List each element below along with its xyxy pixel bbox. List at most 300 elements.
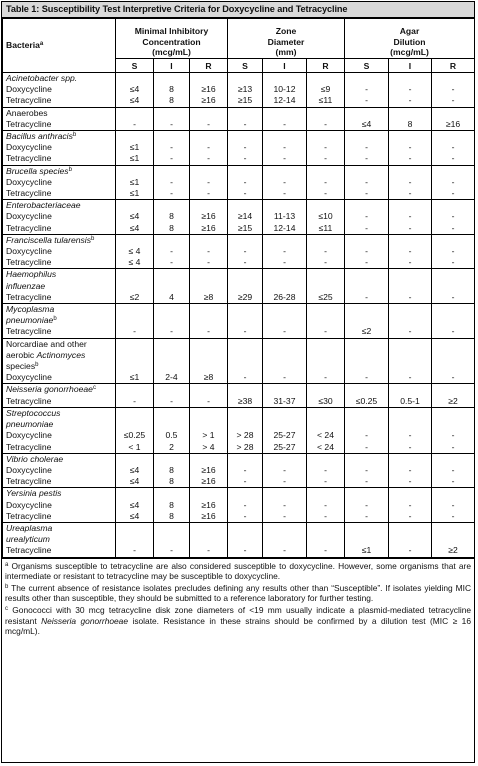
value-cell — [345, 488, 389, 523]
organism-name-line — [6, 269, 115, 280]
criteria-value: ≤9 — [320, 84, 331, 95]
bacteria-cell — [3, 73, 116, 108]
value-cell — [307, 107, 345, 130]
value-cell — [389, 200, 432, 235]
criteria-value: - — [451, 510, 455, 521]
drug-name: Tetracycline — [6, 95, 52, 106]
criteria-value: - — [451, 257, 455, 268]
drug-name: Tetracycline — [6, 291, 52, 302]
drug-name: Doxycycline — [6, 84, 52, 95]
drug-name: Tetracycline — [6, 153, 52, 164]
value-cell — [190, 304, 228, 339]
value-cell — [116, 73, 154, 108]
criteria-value: - — [451, 176, 455, 187]
organism-name-line — [6, 384, 115, 395]
criteria-value: - — [408, 430, 412, 441]
value-cell — [345, 165, 389, 200]
criteria-value: ≥38 — [237, 395, 253, 406]
criteria-value: - — [408, 441, 412, 452]
table-row — [3, 304, 475, 339]
drug-name: Tetracycline — [6, 222, 52, 233]
criteria-value: - — [324, 118, 327, 129]
organism-name-line — [6, 523, 115, 534]
criteria-value: - — [451, 211, 455, 222]
criteria-value: ≥16 — [201, 211, 216, 222]
organism-name-text: Bacillus anthracis — [6, 131, 73, 142]
organism-name-line — [6, 131, 115, 142]
criteria-value: ≤0.25 — [355, 395, 378, 406]
criteria-value: 31-37 — [273, 395, 296, 406]
value-cell — [263, 488, 307, 523]
criteria-value: ≤25 — [318, 291, 333, 302]
value-cell — [263, 453, 307, 488]
criteria-value: - — [283, 326, 286, 337]
value-cell — [190, 488, 228, 523]
organism-name-text: pneumoniae — [6, 419, 54, 430]
criteria-value: - — [365, 441, 368, 452]
criteria-value: - — [451, 188, 455, 199]
organism-name-text: Acinetobacter spp. — [6, 73, 78, 83]
value-cell — [432, 131, 475, 166]
criteria-value: 8 — [169, 222, 174, 233]
agar-header-line-2: Dilution — [393, 36, 426, 47]
organism-name-line — [6, 361, 115, 372]
value-cell — [389, 304, 432, 339]
value-cell — [190, 269, 228, 304]
criteria-value: - — [451, 326, 455, 337]
value-cell — [307, 407, 345, 453]
criteria-value: < 24 — [317, 441, 334, 452]
value-cell — [432, 453, 475, 488]
bacteria-cell — [3, 107, 116, 130]
criteria-value: - — [324, 257, 327, 268]
criteria-value: ≥16 — [201, 464, 216, 475]
criteria-value: - — [283, 188, 286, 199]
value-cell — [228, 338, 263, 384]
criteria-value: - — [408, 545, 412, 556]
criteria-value: - — [207, 545, 210, 556]
organism-name-line — [6, 419, 115, 430]
value-cell — [432, 522, 475, 557]
susceptibility-table — [2, 18, 475, 558]
value-cell — [263, 384, 307, 407]
value-cell — [263, 73, 307, 108]
organism-name-text: urealyticum — [6, 534, 50, 545]
criteria-value: ≥16 — [445, 118, 461, 129]
value-cell — [228, 73, 263, 108]
value-cell — [154, 269, 190, 304]
value-cell — [432, 338, 475, 384]
value-cell — [307, 304, 345, 339]
value-cell — [432, 488, 475, 523]
criteria-value: ≤1 — [129, 188, 140, 199]
drug-name: Doxycycline — [6, 372, 52, 383]
criteria-value: - — [408, 142, 412, 153]
value-cell — [389, 107, 432, 130]
organism-name-italic: Actinomyces — [36, 349, 86, 360]
criteria-value: - — [408, 510, 412, 521]
value-cell — [263, 234, 307, 269]
criteria-value: - — [324, 510, 327, 521]
criteria-value: ≤4 — [129, 211, 140, 222]
value-cell — [116, 269, 154, 304]
value-cell — [116, 453, 154, 488]
criteria-value: > 28 — [236, 430, 254, 441]
criteria-value: - — [133, 118, 136, 129]
table-row — [3, 522, 475, 557]
criteria-value: - — [243, 118, 247, 129]
criteria-value: - — [283, 545, 286, 556]
organism-name-text: Anaerobes — [6, 107, 48, 118]
value-cell — [154, 407, 190, 453]
value-cell — [154, 488, 190, 523]
value-cell — [307, 384, 345, 407]
value-cell — [154, 107, 190, 130]
criteria-value: - — [207, 246, 210, 257]
value-cell — [307, 73, 345, 108]
criteria-value: - — [170, 246, 173, 257]
criteria-value: - — [207, 176, 210, 187]
value-cell — [432, 234, 475, 269]
organism-name-line — [6, 73, 115, 84]
criteria-value: - — [365, 188, 368, 199]
value-cell — [389, 269, 432, 304]
criteria-value: ≥2 — [448, 545, 458, 556]
value-cell — [432, 407, 475, 453]
value-cell — [432, 384, 475, 407]
criteria-value: - — [365, 291, 368, 302]
value-cell — [345, 407, 389, 453]
value-cell — [154, 200, 190, 235]
drug-name: Doxycycline — [6, 499, 52, 510]
value-cell — [389, 131, 432, 166]
criteria-value: 12-14 — [273, 222, 296, 233]
organism-name-text: Streptococcus — [6, 407, 61, 418]
criteria-value: - — [283, 142, 286, 153]
criteria-value: - — [283, 464, 286, 475]
criteria-value: ≤4 — [129, 84, 140, 95]
footnote-c-text: Gonococci with 30 mcg tetracycline disk zone diameters of <19 mm usually indicate a plasmid-mediated tetracycline resistant — [5, 604, 472, 626]
criteria-value: - — [408, 246, 412, 257]
criteria-value: - — [365, 95, 368, 106]
criteria-value: - — [451, 142, 455, 153]
criteria-value: - — [324, 246, 327, 257]
criteria-value: - — [243, 326, 247, 337]
criteria-value: - — [408, 211, 412, 222]
table-row — [3, 131, 475, 166]
mic-header-line-1: Minimal Inhibitory — [134, 26, 209, 37]
criteria-value: 10-12 — [273, 84, 296, 95]
criteria-value: ≥8 — [203, 291, 214, 302]
value-cell — [190, 453, 228, 488]
organism-name-text: pneumoniae — [6, 315, 54, 326]
criteria-value: - — [451, 372, 455, 383]
criteria-value: - — [408, 188, 412, 199]
zone-header-line-1: Zone — [275, 26, 297, 37]
criteria-value: - — [365, 153, 368, 164]
value-cell — [263, 200, 307, 235]
value-cell — [307, 131, 345, 166]
criteria-value: - — [408, 326, 412, 337]
drug-name: Tetracycline — [6, 545, 52, 556]
value-cell — [307, 488, 345, 523]
criteria-value: - — [451, 222, 455, 233]
value-cell — [228, 488, 263, 523]
document-frame — [1, 1, 475, 763]
bacteria-cell — [3, 384, 116, 407]
bacteria-cell — [3, 165, 116, 200]
value-cell — [389, 488, 432, 523]
sub-header-r: R — [432, 59, 475, 73]
table-title: Table 1: Susceptibility Test Interpretive Criteria for Doxycycline and Tetracycline — [2, 2, 474, 18]
value-cell — [228, 234, 263, 269]
criteria-value: - — [451, 476, 455, 487]
criteria-value: ≤1 — [129, 176, 140, 187]
criteria-value: - — [283, 510, 286, 521]
organism-name-line — [6, 339, 115, 350]
criteria-value: - — [207, 188, 210, 199]
criteria-value: 26-28 — [273, 291, 296, 302]
value-cell — [389, 234, 432, 269]
criteria-value: - — [207, 118, 210, 129]
criteria-value: ≤1 — [361, 545, 372, 556]
organism-name-line — [6, 166, 115, 177]
criteria-value: - — [451, 430, 455, 441]
bacteria-column-header — [3, 19, 116, 73]
criteria-value: - — [170, 118, 173, 129]
value-cell — [228, 200, 263, 235]
value-cell — [154, 73, 190, 108]
bacteria-cell — [3, 522, 116, 557]
drug-name: Tetracycline — [6, 326, 52, 337]
drug-name: Doxycycline — [6, 176, 52, 187]
organism-name-text: Haemophilus — [6, 269, 57, 280]
criteria-value: 8 — [407, 118, 413, 129]
value-cell — [432, 73, 475, 108]
criteria-value: ≤ 4 — [128, 246, 141, 257]
criteria-value: ≥13 — [237, 84, 253, 95]
criteria-value: - — [243, 153, 247, 164]
criteria-value: - — [324, 499, 327, 510]
value-cell — [389, 384, 432, 407]
value-cell — [307, 453, 345, 488]
value-cell — [345, 269, 389, 304]
sub-header-r: R — [307, 59, 345, 73]
criteria-value: ≤4 — [129, 464, 140, 475]
criteria-value: > 4 — [202, 441, 215, 452]
bacteria-cell — [3, 453, 116, 488]
criteria-value: - — [451, 441, 455, 452]
criteria-value: - — [133, 395, 136, 406]
table-row — [3, 269, 475, 304]
criteria-value: - — [283, 153, 286, 164]
sub-header-s: S — [116, 59, 154, 73]
criteria-value: 4 — [169, 291, 174, 302]
footnote-a — [5, 561, 471, 582]
criteria-value: - — [365, 510, 368, 521]
criteria-value: ≤10 — [318, 211, 333, 222]
drug-name: Doxycycline — [6, 211, 52, 222]
footnote-a-text: Organisms susceptible to tetracycline are also considered susceptible to doxycycline. However, some organisms that are intermediate or resistant to tetracycline may be susceptible to doxycycline. — [5, 560, 472, 582]
criteria-value: - — [170, 326, 173, 337]
value-cell — [345, 73, 389, 108]
organism-name-line — [6, 350, 115, 361]
criteria-value: - — [243, 499, 247, 510]
criteria-value: - — [170, 257, 173, 268]
criteria-value: 8 — [169, 499, 174, 510]
criteria-value: - — [170, 142, 173, 153]
footnote-b — [5, 583, 471, 604]
criteria-value: - — [408, 464, 412, 475]
value-cell — [345, 234, 389, 269]
value-cell — [389, 338, 432, 384]
criteria-value: ≤4 — [129, 222, 140, 233]
criteria-value: - — [324, 176, 327, 187]
organism-name-text: Brucella species — [6, 165, 69, 176]
value-cell — [228, 165, 263, 200]
footnote-marker: b — [53, 316, 57, 323]
organism-name-line — [6, 281, 115, 292]
criteria-value: - — [408, 222, 412, 233]
table-row — [3, 338, 475, 384]
criteria-value: - — [324, 142, 327, 153]
criteria-value: > 28 — [236, 441, 254, 452]
table-row — [3, 234, 475, 269]
criteria-value: - — [243, 510, 247, 521]
value-cell — [228, 522, 263, 557]
criteria-value: - — [324, 188, 327, 199]
value-cell — [190, 73, 228, 108]
value-cell — [190, 234, 228, 269]
drug-name: Doxycycline — [6, 464, 52, 475]
value-cell — [263, 304, 307, 339]
criteria-value: 25-27 — [273, 441, 296, 452]
value-cell — [345, 384, 389, 407]
value-cell — [116, 234, 154, 269]
criteria-value: 0.5 — [165, 430, 178, 441]
value-cell — [263, 107, 307, 130]
criteria-value: - — [283, 118, 286, 129]
footnote-marker: b — [91, 235, 95, 242]
criteria-value: - — [283, 246, 286, 257]
value-cell — [389, 407, 432, 453]
value-cell — [345, 131, 389, 166]
organism-name-text: Norcardiae and other — [6, 338, 87, 349]
value-cell — [228, 107, 263, 130]
value-cell — [154, 165, 190, 200]
criteria-value: ≥2 — [448, 395, 458, 406]
criteria-value: - — [207, 395, 210, 406]
zone-group-header — [228, 19, 345, 59]
organism-name-line — [6, 108, 115, 119]
value-cell — [307, 234, 345, 269]
value-cell — [116, 131, 154, 166]
mic-header-line-3: (mcg/mL) — [152, 47, 191, 58]
value-cell — [228, 384, 263, 407]
criteria-value: - — [324, 326, 327, 337]
criteria-value: - — [365, 476, 368, 487]
value-cell — [345, 522, 389, 557]
footnote-c-mark: c — [5, 605, 8, 612]
organism-name-text: Yersinia pestis — [6, 488, 62, 499]
organism-name-text: Franciscella tularensis — [6, 234, 92, 245]
drug-name: Tetracycline — [6, 257, 52, 268]
criteria-value: ≤4 — [129, 499, 140, 510]
criteria-value: - — [408, 176, 412, 187]
footnote-marker: c — [92, 385, 96, 392]
value-cell — [116, 338, 154, 384]
criteria-value: ≥14 — [237, 211, 253, 222]
criteria-value: - — [324, 153, 327, 164]
value-cell — [154, 338, 190, 384]
zone-header-line-3: (mm) — [275, 47, 297, 58]
criteria-value: - — [451, 153, 455, 164]
criteria-value: - — [408, 257, 412, 268]
value-cell — [190, 200, 228, 235]
criteria-value: ≤2 — [129, 291, 140, 302]
criteria-value: ≥8 — [203, 372, 214, 383]
criteria-value: - — [170, 395, 173, 406]
value-cell — [116, 522, 154, 557]
criteria-value: - — [408, 499, 412, 510]
criteria-value: - — [365, 372, 368, 383]
criteria-value: - — [207, 257, 210, 268]
criteria-value: - — [243, 142, 247, 153]
bacteria-cell — [3, 338, 116, 384]
criteria-value: - — [365, 211, 368, 222]
value-cell — [389, 165, 432, 200]
organism-name-text: species — [6, 361, 36, 372]
criteria-value: 8 — [169, 84, 174, 95]
agar-header-line-3: (mcg/mL) — [390, 47, 429, 58]
criteria-value: - — [408, 372, 412, 383]
mic-header-line-2: Concentration — [142, 36, 201, 47]
criteria-value: - — [243, 246, 247, 257]
value-cell — [228, 304, 263, 339]
criteria-value: ≥16 — [201, 499, 216, 510]
organism-name-line — [6, 534, 115, 545]
value-cell — [345, 453, 389, 488]
criteria-value: - — [408, 476, 412, 487]
drug-name: Tetracycline — [6, 395, 52, 406]
criteria-value: - — [207, 153, 210, 164]
sub-header-r: R — [190, 59, 228, 73]
criteria-value: 8 — [169, 95, 174, 106]
criteria-value: 2-4 — [165, 372, 178, 383]
organism-name-text: influenzae — [6, 280, 46, 291]
value-cell — [154, 453, 190, 488]
value-cell — [263, 522, 307, 557]
criteria-value: - — [451, 464, 455, 475]
criteria-value: ≥15 — [237, 222, 253, 233]
organism-name-text: Vibrio cholerae — [6, 453, 64, 464]
value-cell — [307, 269, 345, 304]
criteria-value: - — [133, 326, 136, 337]
criteria-value: - — [408, 95, 412, 106]
criteria-value: ≤1 — [129, 153, 140, 164]
criteria-value: ≤4 — [129, 476, 140, 487]
value-cell — [263, 338, 307, 384]
criteria-value: ≤ 4 — [128, 257, 141, 268]
criteria-value: - — [243, 372, 247, 383]
agar-header-line-1: Agar — [399, 26, 420, 37]
value-cell — [190, 384, 228, 407]
criteria-value: 8 — [169, 211, 174, 222]
criteria-value: < 24 — [317, 430, 334, 441]
footnote-c — [5, 605, 471, 637]
organism-name-text: Mycoplasma — [6, 304, 55, 315]
footnote-marker: b — [68, 166, 72, 173]
